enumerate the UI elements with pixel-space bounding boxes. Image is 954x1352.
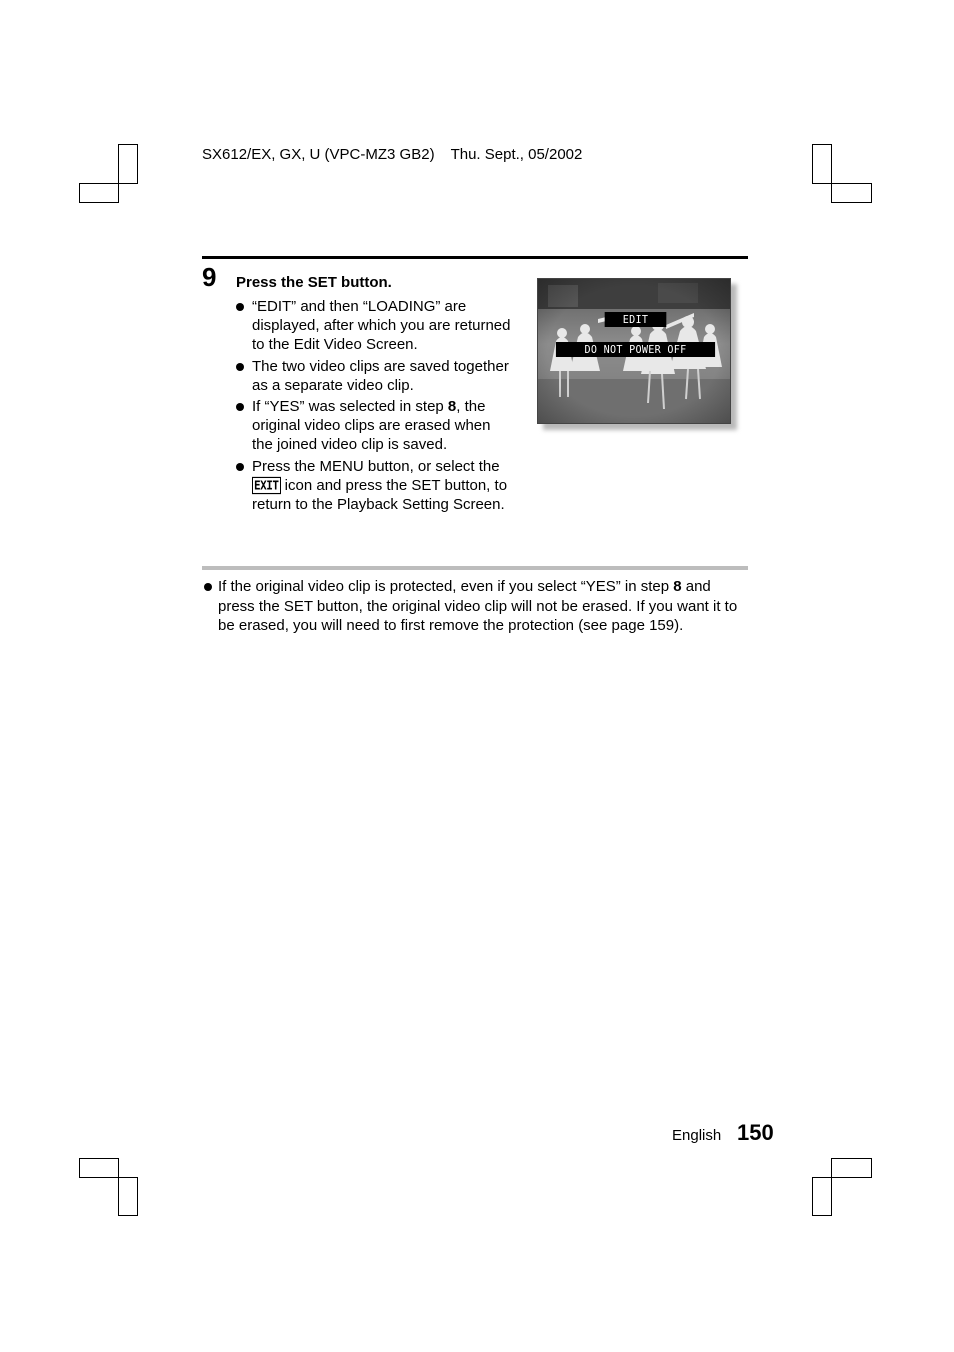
page-number: 150 — [737, 1120, 774, 1145]
bullet-icon — [236, 303, 244, 311]
bullet-icon — [236, 363, 244, 371]
step-bullet-list — [236, 297, 511, 516]
list-item: Press the MENU button, or select the EXIT icon and press the SET button, to return to the Playback Setting Screen. — [236, 457, 511, 515]
bullet-icon — [236, 463, 244, 471]
camera-screen-image — [537, 278, 731, 424]
step-title: Press the SET button. — [236, 274, 392, 291]
step-reference: 8 — [673, 578, 682, 595]
crop-mark — [812, 1177, 832, 1216]
power-warning-label: DO NOT POWER OFF — [556, 342, 715, 357]
date-label: Thu. Sept., 05/2002 — [450, 146, 583, 163]
bullet-icon — [204, 583, 212, 591]
bullet-icon — [236, 403, 244, 411]
model-label: SX612/EX, GX, U (VPC-MZ3 GB2) — [202, 146, 435, 163]
crop-mark — [79, 1158, 119, 1178]
note-paragraph: If the original video clip is protected, even if you select “YES” in step 8 and press the SET button, the original video clip will not be erased. If you want it to be erased, you will need to first remove the protection (see page 159). — [202, 577, 748, 636]
note-rule — [202, 566, 748, 570]
edit-overlay-label: EDIT — [605, 312, 667, 327]
step-reference: 8 — [447, 398, 457, 416]
crop-mark — [118, 144, 138, 184]
section-rule — [202, 256, 748, 259]
step-number: 9 — [202, 262, 217, 292]
exit-icon: EXIT — [254, 477, 279, 493]
document-header — [202, 146, 582, 163]
list-item: The two video clips are saved together as a separate video clip. — [236, 357, 511, 395]
footer-language: English — [672, 1127, 722, 1144]
crop-mark — [812, 144, 832, 184]
list-item: “EDIT” and then “LOADING” are displayed, after which you are returned to the Edit Video Screen. — [236, 297, 511, 355]
crop-mark — [118, 1177, 138, 1216]
crop-mark — [831, 183, 872, 203]
crop-mark — [79, 183, 119, 203]
list-item: If “YES” was selected in step 8, the original video clips are erased when the joined video clip is saved. — [236, 397, 511, 455]
crop-mark — [831, 1158, 872, 1178]
